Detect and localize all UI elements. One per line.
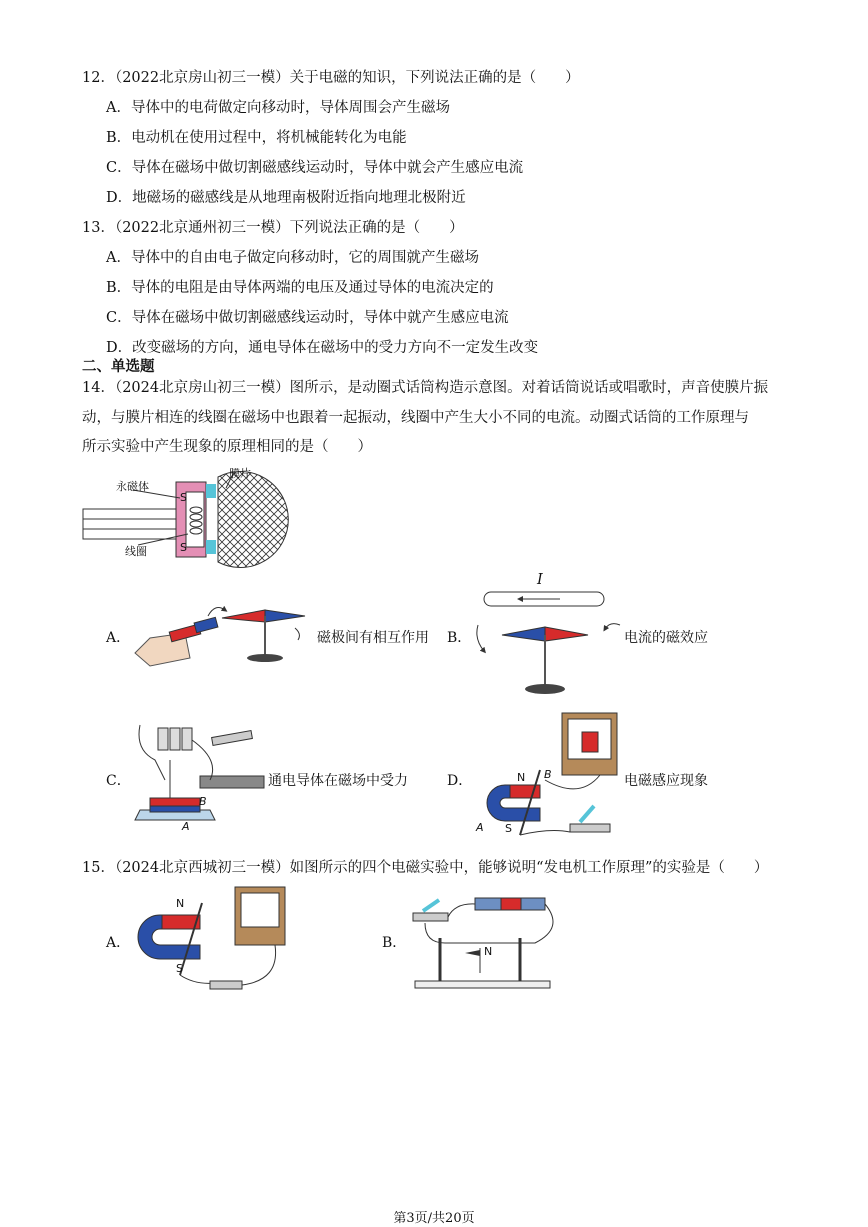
q14-choice-a-letter: A． xyxy=(106,630,131,646)
mic-label-s-top: S xyxy=(180,491,187,504)
q12-option-a: A．导体中的电荷做定向移动时，导体周围会产生磁场 xyxy=(106,100,450,116)
q15-a-label-n: N xyxy=(176,897,185,910)
mic-label-diaphragm: 膜片 xyxy=(229,467,251,480)
q14-c-label-b: B xyxy=(199,795,207,808)
current-label: I xyxy=(537,572,543,588)
q13-option-c: C．导体在磁场中做切割磁感线运动时，导体中就产生感应电流 xyxy=(106,310,509,326)
q14-c-label-a: A xyxy=(182,820,190,833)
q15-choice-a-letter: A． xyxy=(106,935,131,951)
q14-c-diagram xyxy=(130,720,275,830)
q12-option-c: C．导体在磁场中做切割磁感线运动时，导体中就会产生感应电流 xyxy=(106,160,524,176)
q14-choice-d-caption: 电磁感应现象 xyxy=(624,773,708,789)
q14-d-label-n: N xyxy=(517,771,526,784)
mic-label-s-bottom: S xyxy=(180,541,187,554)
q13-option-a: A．导体中的自由电子做定向移动时，它的周围就产生磁场 xyxy=(106,250,479,266)
q14-choice-a-caption: 磁极间有相互作用 xyxy=(317,630,429,646)
q15-choice-b-letter: B． xyxy=(382,935,407,951)
page-footer: 第3页/共20页 xyxy=(393,1211,475,1226)
q15-b-diagram xyxy=(405,888,565,993)
q14-d-label-s: S xyxy=(505,822,512,835)
q14-stem-line2: 动，与膜片相连的线圈在磁场中也跟着一起振动，线圈中产生大小不同的电流。动圈式话筒的工作原理与 xyxy=(82,410,749,426)
q14-stem-line3: 所示实验中产生现象的原理相同的是（ ） xyxy=(82,439,372,455)
q14-b-diagram xyxy=(470,575,620,700)
q14-choice-b-letter: B． xyxy=(447,630,472,646)
q14-a-diagram xyxy=(130,598,310,678)
q15-a-label-s: S xyxy=(176,962,183,975)
q14-d-label-a: A xyxy=(476,821,484,834)
q12-option-d: D．地磁场的磁感线是从地理南极附近指向地理北极附近 xyxy=(106,190,466,206)
q12-stem: 12．（2022北京房山初三一模）关于电磁的知识，下列说法正确的是（ ） xyxy=(82,70,580,86)
q13-option-d: D．改变磁场的方向，通电导体在磁场中的受力方向不一定发生改变 xyxy=(106,340,539,356)
q13-option-b: B．导体的电阻是由导体两端的电压及通过导体的电流决定的 xyxy=(106,280,494,296)
q15-stem: 15．（2024北京西城初三一模）如图所示的四个电磁实验中，能够说明“发电机工作原理”的实验是（ ） xyxy=(82,860,769,876)
q14-choice-c-caption: 通电导体在磁场中受力 xyxy=(268,773,408,789)
q14-choice-b-caption: 电流的磁效应 xyxy=(624,630,708,646)
section-heading: 二、单选题 xyxy=(82,359,155,375)
mic-label-coil: 线圈 xyxy=(125,545,147,558)
q14-stem-line1: 14．（2024北京房山初三一模）图所示，是动圈式话筒构造示意图。对着话筒说话或唱歌时，声音使膜片振 xyxy=(82,380,769,396)
q14-choice-c-letter: C． xyxy=(106,773,131,789)
q13-stem: 13．（2022北京通州初三一模）下列说法正确的是（ ） xyxy=(82,220,464,236)
q14-choice-d-letter: D． xyxy=(447,773,473,789)
mic-label-magnet: 永磁体 xyxy=(116,480,149,493)
q12-option-b: B．电动机在使用过程中，将机械能转化为电能 xyxy=(106,130,407,146)
q15-a-diagram xyxy=(130,885,290,995)
q14-d-label-b: B xyxy=(544,768,552,781)
q15-b-label-n: N xyxy=(484,945,493,958)
